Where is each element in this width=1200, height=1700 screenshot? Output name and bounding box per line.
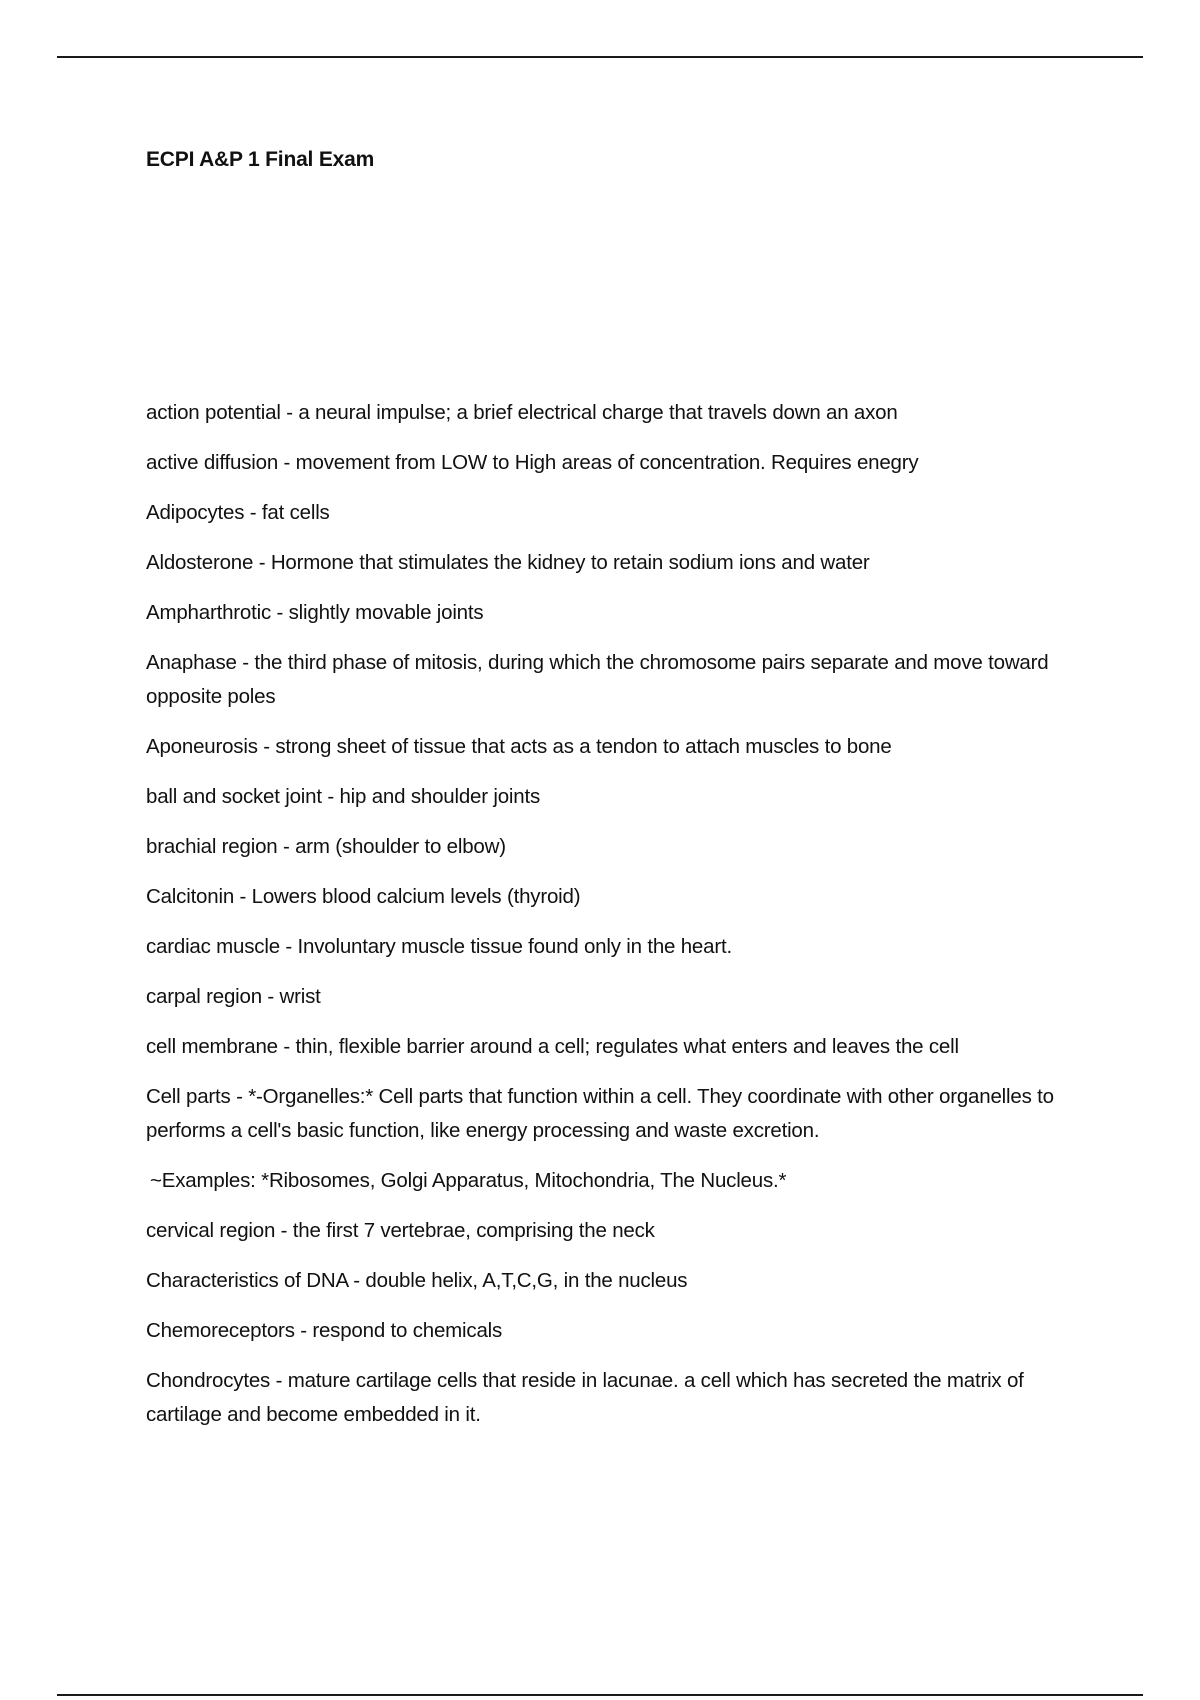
term-entry: active diffusion - movement from LOW to High areas of concentration. Requires enegry — [146, 451, 919, 474]
document-title: ECPI A&P 1 Final Exam — [146, 148, 375, 171]
term-example: ~Examples: *Ribosomes, Golgi Apparatus, Mitochondria, The Nucleus.* — [150, 1169, 787, 1192]
term-entry: Calcitonin - Lowers blood calcium levels (thyroid) — [146, 885, 581, 908]
term-entry: cardiac muscle - Involuntary muscle tissue found only in the heart. — [146, 935, 732, 958]
term-entry: Aldosterone - Hormone that stimulates the kidney to retain sodium ions and water — [146, 551, 870, 574]
term-entry: Adipocytes - fat cells — [146, 501, 330, 524]
term-entry: action potential - a neural impulse; a brief electrical charge that travels down an axon — [146, 401, 898, 424]
term-entry: Aponeurosis - strong sheet of tissue that acts as a tendon to attach muscles to bone — [146, 735, 892, 758]
term-entry: Chondrocytes - mature cartilage cells that reside in lacunae. a cell which has secreted the matrix of cartilage and become embedded in it. — [146, 1369, 1024, 1426]
term-entry: cervical region - the first 7 vertebrae, comprising the neck — [146, 1219, 655, 1242]
term-entry: brachial region - arm (shoulder to elbow) — [146, 835, 506, 858]
term-entry: Ampharthrotic - slightly movable joints — [146, 601, 484, 624]
term-entry: carpal region - wrist — [146, 985, 321, 1008]
term-entry: Chemoreceptors - respond to chemicals — [146, 1319, 503, 1342]
term-entry: Characteristics of DNA - double helix, A,T,C,G, in the nucleus — [146, 1269, 688, 1292]
term-entry: Anaphase - the third phase of mitosis, during which the chromosome pairs separate and move toward opposite poles — [146, 651, 1049, 708]
term-entry: ball and socket joint - hip and shoulder joints — [146, 785, 541, 808]
footer-rule — [57, 1694, 1143, 1696]
term-entry: Cell parts - *-Organelles:* Cell parts that function within a cell. They coordinate with other organelles to performs a cell's basic function, like energy processing and waste excretion. — [146, 1085, 1054, 1142]
term-list — [146, 396, 1096, 1448]
header-rule — [57, 56, 1143, 58]
term-entry: cell membrane - thin, flexible barrier around a cell; regulates what enters and leaves the cell — [146, 1035, 959, 1058]
